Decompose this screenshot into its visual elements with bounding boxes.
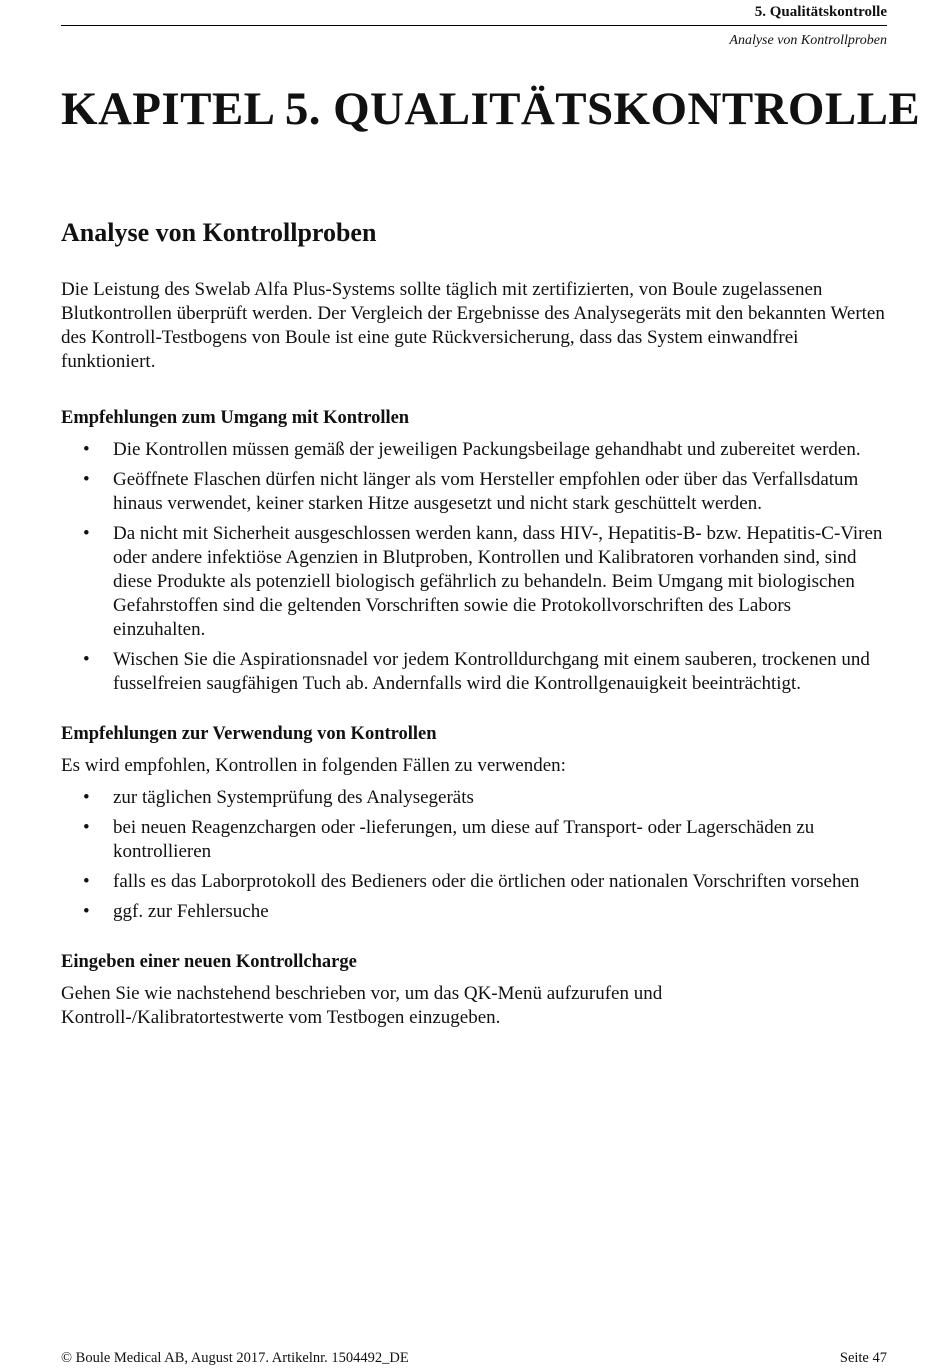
handling-heading: Empfehlungen zum Umgang mit Kontrollen <box>61 408 410 428</box>
chapter-title: KAPITEL 5. QUALITÄTSKONTROLLE <box>61 83 921 135</box>
bullet-icon: • <box>83 439 90 460</box>
document-page <box>61 0 921 1369</box>
bullet-icon: • <box>83 649 90 670</box>
list-item <box>61 522 887 642</box>
copyright-text: © Boule Medical AB, August 2017. Artikelnr. 1504492_DE <box>61 1350 409 1366</box>
list-item <box>61 786 887 810</box>
bullet-icon: • <box>83 469 90 490</box>
header-rule <box>61 25 887 26</box>
bullet-icon: • <box>83 817 90 838</box>
section-title: Analyse von Kontrollproben <box>61 218 377 247</box>
list-item-text: Die Kontrollen müssen gemäß der jeweiligen Packungsbeilage gehandhabt und zubereitet werden. <box>113 439 861 460</box>
list-item-text: bei neuen Reagenzchargen oder -lieferungen, um diese auf Transport- oder Lagerschäden zu kontrollieren <box>113 817 815 862</box>
list-item <box>61 468 887 516</box>
running-header <box>61 4 887 48</box>
list-item-text: zur täglichen Systemprüfung des Analysegeräts <box>113 787 474 808</box>
usage-heading: Empfehlungen zur Verwendung von Kontrollen <box>61 724 437 744</box>
list-item-text: ggf. zur Fehlersuche <box>113 901 269 922</box>
list-item <box>61 900 887 924</box>
bullet-icon: • <box>83 901 90 922</box>
list-item-text: Wischen Sie die Aspirationsnadel vor jedem Kontrolldurchgang mit einem sauberen, trockenen und fusselfreien saugfähigen Tuch ab. Andernfalls wird die Kontrollgenauigkeit beeinträchtigt. <box>113 649 870 694</box>
bullet-icon: • <box>83 787 90 808</box>
page-number: Seite 47 <box>839 1350 887 1366</box>
usage-lead: Es wird empfohlen, Kontrollen in folgenden Fällen zu verwenden: <box>61 755 566 776</box>
list-item <box>61 816 887 864</box>
list-item <box>61 648 887 696</box>
bullet-icon: • <box>83 523 90 544</box>
list-item-text: Da nicht mit Sicherheit ausgeschlossen werden kann, dass HIV-, Hepatitis-B- bzw. Hepatitis-C-Viren oder andere infektiöse Agenzien in Blutproben, Kontrollen und Kalibratoren vorhanden sind, sind diese Produkte als potenziell biologisch gefährlich zu behandeln. Beim Umgang mit biologischen Gefahrstoffen sind die geltenden Vorschriften sowie die Protokollvorschriften des Labors einzuhalten. <box>113 523 883 640</box>
list-item-text: Geöffnete Flaschen dürfen nicht länger als vom Hersteller empfohlen oder über das Verfallsdatum hinaus verwendet, keiner starken Hitze ausgesetzt und nicht stark geschüttelt werden. <box>113 469 859 514</box>
running-header-chapter: 5. Qualitätskontrolle <box>754 4 887 20</box>
new-lot-heading: Eingeben einer neuen Kontrollcharge <box>61 952 357 972</box>
usage-list <box>61 786 887 924</box>
bullet-icon: • <box>83 871 90 892</box>
handling-list <box>61 438 887 696</box>
document-body <box>61 278 887 1030</box>
intro-paragraph: Die Leistung des Swelab Alfa Plus-Systems sollte täglich mit zertifizierten, von Boule zugelassenen Blutkontrollen überprüft werden. Der Vergleich der Ergebnisse des Analysegeräts mit den bekannten Werten des Kontroll-Testbogens von Boule ist eine gute Rückversicherung, dass das System einwandfrei funktioniert. <box>61 279 885 372</box>
new-lot-paragraph: Gehen Sie wie nachstehend beschrieben vor, um das QK-Menü aufzurufen und Kontroll-/Kalibratortestwerte vom Testbogen einzugeben. <box>61 983 663 1028</box>
running-header-section: Analyse von Kontrollproben <box>729 33 887 48</box>
list-item <box>61 438 887 462</box>
list-item-text: falls es das Laborprotokoll des Bedieners oder die örtlichen oder nationalen Vorschriften vorsehen <box>113 871 860 892</box>
list-item <box>61 870 887 894</box>
